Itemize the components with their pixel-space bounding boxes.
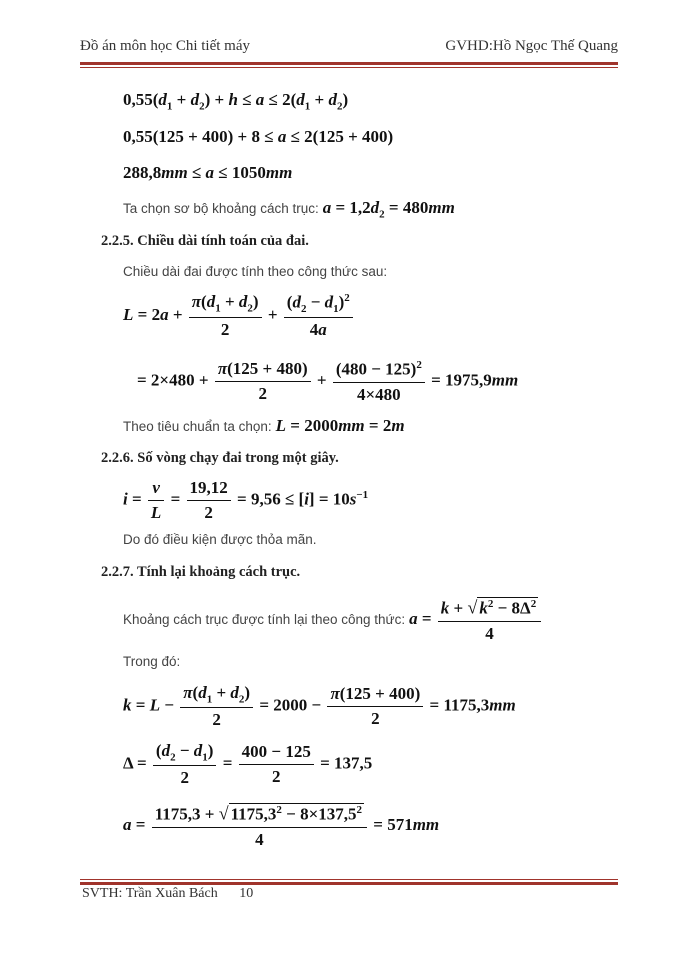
section-heading-225: 2.2.5. Chiều dài tính toán của đai.: [101, 233, 309, 249]
page-header: [80, 38, 618, 58]
length-intro: Chiều dài đai được tính theo công thức sau:: [123, 264, 388, 279]
recalc-intro-text: Khoảng cách trục được tính lại theo công thức:: [123, 612, 406, 628]
header-rule: [80, 62, 618, 65]
page-number: 10: [239, 886, 254, 901]
final-a-formula: a = $\frac{1175,3 + √ 1175,3^2 - 8\times 137,5^2}{4}$ = 571mm: [123, 803, 440, 849]
choose-a-formula: $a = 1,2d_2 = 480mm$: [322, 198, 455, 221]
length-formula: L = 2a + $\frac{\pi(d_1 + d_2)}{2}$ + $\frac{(d_2 - d_1)^2}{4a}$: [123, 292, 355, 340]
condition-satisfied: Do đó điều kiện được thỏa mãn.: [123, 532, 317, 547]
standard-length-formula: L = 2000mm = 2m: [275, 416, 405, 435]
inequality-result: 288,8mm ≤ a ≤ 1050mm: [123, 163, 293, 182]
header-title: Đồ án môn học Chi tiết máy: [80, 38, 250, 54]
delta-formula: Δ = $\frac{(d_2 - d_1)}{2}$ = $\frac{400 - 125}{2}$ = 137,5: [123, 741, 373, 788]
footer-rule: [80, 882, 618, 885]
recalc-formula: a = $\frac{k + √ k^2 - 8\Delta^2}{4}$: [409, 609, 543, 628]
choose-a-text: Ta chọn sơ bộ khoảng cách trục:: [123, 201, 319, 216]
recalc-line: [123, 597, 543, 644]
standard-length-line: [123, 416, 405, 436]
standard-length-text: Theo tiêu chuẩn ta chọn:: [123, 419, 272, 434]
header-rule-thin: [80, 67, 618, 68]
length-calculation: = 2×480 + $\frac{\pi(125 + 480)}{2}$ + $\frac{(480 - 125)^2}{4\times 480}$ = 1975,9mm: [137, 359, 519, 404]
where-text: Trong đó:: [123, 654, 181, 669]
footer-rule-thin: [80, 879, 618, 880]
choose-a-line: [123, 198, 455, 220]
section-heading-226: 2.2.6. Số vòng chạy đai trong một giây.: [101, 450, 339, 466]
footer-author: SVTH: Trần Xuân Bách: [82, 886, 218, 901]
k-formula: k = L − $\frac{\pi(d_1 + d_2)}{2}$ = 2000 − $\frac{\pi(125 + 400)}{2}$ = 1175,3mm: [123, 683, 516, 730]
header-instructor: GVHD:Hồ Ngọc Thế Quang: [445, 38, 618, 54]
belt-rounds-formula: i = $\frac{v}{L}$ = $\frac{19,12}{2}$ = $9,56 \le [i] = 10s^{-1}$: [123, 478, 369, 522]
inequality-substituted: 0,55(125 + 400) + 8 ≤ a ≤ 2(125 + 400): [123, 127, 394, 146]
page-footer: [82, 886, 253, 902]
section-heading-227: 2.2.7. Tính lại khoảng cách trục.: [101, 564, 301, 580]
inequality-general: $0,55(d_1 + d_2) + h \le a \le 2(d_1 + d_2)$: [123, 90, 349, 113]
